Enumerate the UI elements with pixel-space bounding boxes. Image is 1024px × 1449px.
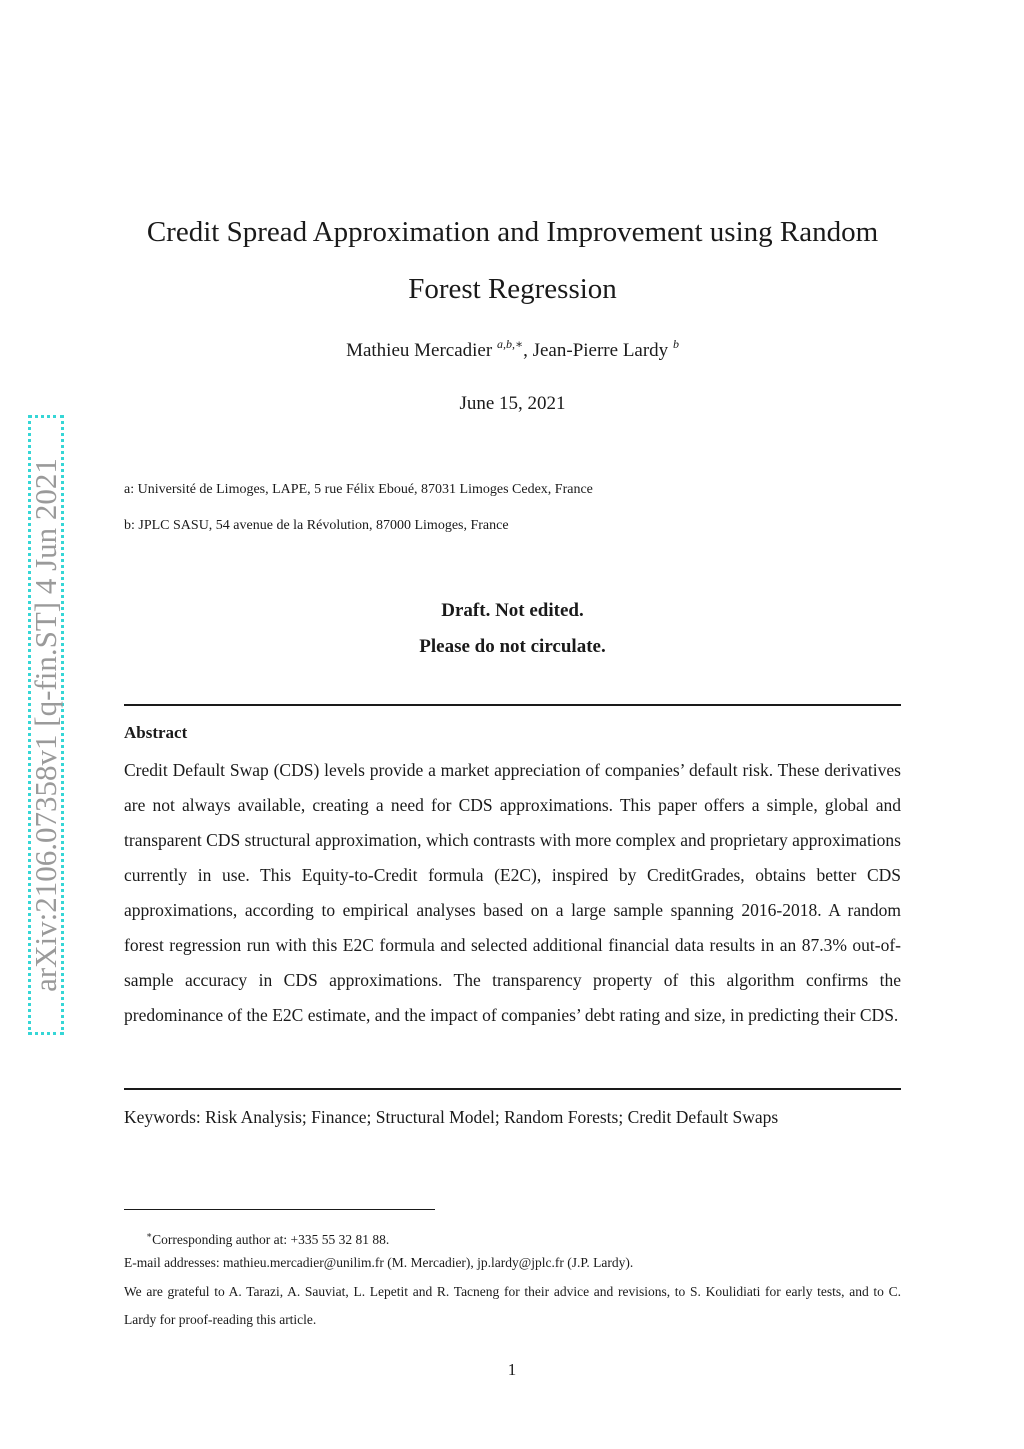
paper-date: June 15, 2021 bbox=[459, 393, 566, 414]
author-separator: , bbox=[523, 340, 533, 361]
circulation-notice: Please do not circulate. bbox=[419, 636, 606, 657]
footnote-corresponding-text: Corresponding author at: +335 55 32 81 88. bbox=[152, 1232, 390, 1247]
author-affiliation-marks: b bbox=[672, 337, 679, 351]
keywords: Keywords: Risk Analysis; Finance; Structural Model; Random Forests; Credit Default Swaps bbox=[124, 1107, 779, 1127]
abstract-body: Credit Default Swap (CDS) levels provide a market appreciation of companies’ default risk. These derivatives are not always available, creating a need for CDS approximations. This paper offers a simple, global and transparent CDS structural approximation, which contrasts with more complex and proprietary approximations currently in use. This Equity-to-Credit formula (E2C), inspired by CreditGrades, obtains better CDS approximations, according to empirical analyses based on a large sample spanning 2016-2018. A random forest regression run with this E2C formula and selected additional financial data results in an 87.3% out-of-sample accuracy in CDS approximations. The transparency property of this algorithm confirms the predominance of the E2C estimate, and the impact of companies’ debt rating and size, in predicting their CDS. bbox=[124, 760, 901, 1025]
author-affiliation-marks: a,b,∗ bbox=[496, 337, 524, 351]
footnote-rule bbox=[124, 1209, 435, 1210]
footnote-acknowledgements: We are grateful to A. Tarazi, A. Sauviat, L. Lepetit and R. Tacneng for their advice and revisions, to S. Koulidiati for early tests, and to C. Lardy for proof-reading this article. bbox=[124, 1284, 901, 1327]
footnote-emails: E-mail addresses: mathieu.mercadier@unilim.fr (M. Mercadier), jp.lardy@jplc.fr (J.P. Lardy). bbox=[124, 1255, 634, 1270]
affiliation-a: a: Université de Limoges, LAPE, 5 rue Félix Eboué, 87031 Limoges Cedex, France bbox=[124, 482, 593, 497]
affiliation-b: b: JPLC SASU, 54 avenue de la Révolution, 87000 Limoges, France bbox=[124, 518, 509, 533]
author-list bbox=[124, 337, 901, 362]
abstract-top-rule bbox=[124, 704, 901, 706]
author-name: Mathieu Mercadier bbox=[346, 340, 493, 361]
arxiv-identifier-stamp: arXiv:2106.07358v1 [q-fin.ST] 4 Jun 2021 bbox=[28, 415, 64, 1035]
paper-title: Credit Spread Approximation and Improvement using Random Forest Regression bbox=[146, 216, 879, 305]
abstract-heading: Abstract bbox=[124, 723, 188, 742]
footnote-mark: ∗ bbox=[146, 1230, 153, 1240]
abstract-bottom-rule bbox=[124, 1088, 901, 1090]
page-number: 1 bbox=[507, 1360, 517, 1379]
author-name: Jean-Pierre Lardy bbox=[532, 340, 669, 361]
draft-notice: Draft. Not edited. bbox=[441, 600, 584, 621]
